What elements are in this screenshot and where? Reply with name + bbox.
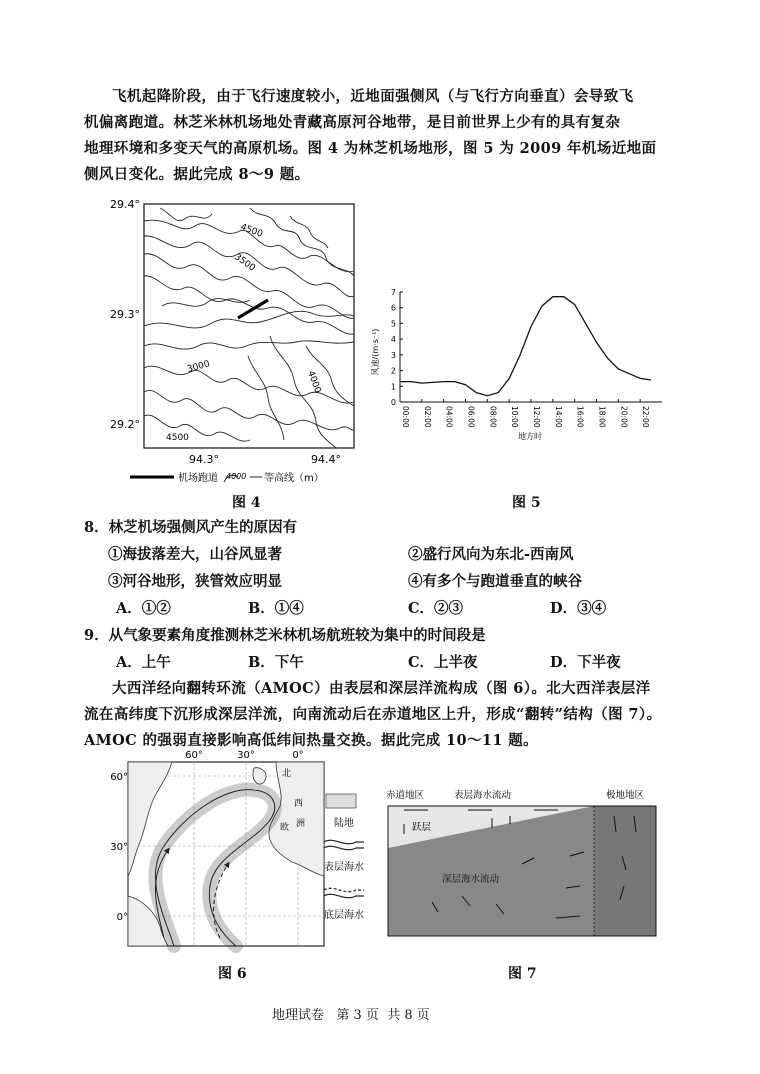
label-surface-flow: 表层海水流动 (454, 790, 512, 801)
legend-deep-symbol (324, 888, 364, 891)
y-tick-label: 2 (390, 366, 396, 376)
x-tick-label: 10:00 (510, 406, 520, 428)
figure-7-caption: 图 7 (508, 966, 537, 982)
y-tick-label: 4 (390, 335, 396, 345)
x-tick-label: 00:00 (401, 406, 410, 428)
legend-contour-value: 4000 (226, 472, 247, 481)
q8-option-2: ②盛行风向为东北-西南风 (408, 546, 574, 563)
lat-label-29-2: 29.2° (110, 418, 140, 431)
x-tick-label: 14:00 (553, 406, 563, 428)
q9-choice-c[interactable]: C．上半夜 (408, 654, 478, 671)
figure-5-wind-chart (370, 282, 670, 442)
region-label-xi: 西 (294, 799, 304, 809)
legend-land-label: 陆地 (334, 818, 354, 829)
figure-4-caption: 图 4 (232, 495, 261, 511)
intro2-line-1: 大西洋经向翻转环流（AMOC）由表层和深层洋流构成（图 6）。北大西洋表层洋 (112, 680, 651, 697)
x-tick-label: 04:00 (444, 406, 454, 428)
q8-choice-b[interactable]: B．①④ (248, 600, 304, 617)
intro-paragraph-1 (84, 84, 694, 188)
map-frame (144, 204, 354, 448)
intro1-line-3: 地理环境和多变天气的高原机场。图 4 为林芝机场地形，图 5 为 2009 年机场近地面 (84, 140, 657, 157)
lon-label-0: 0° (292, 750, 304, 761)
lon-label-60: 60° (185, 750, 203, 761)
x-tick-label: 06:00 (466, 406, 476, 428)
y-tick-label: 5 (390, 319, 396, 329)
contour-label-4500-top: 4500 (238, 222, 264, 240)
legend-surface-label: 表层海水 (324, 862, 364, 873)
intro1-line-4: 侧风日变化。据此完成 8～9 题。 (84, 166, 310, 183)
q9-stem: 9．从气象要素角度推测林芝米林机场航班较为集中的时间段是 (84, 627, 486, 644)
q9-choice-b[interactable]: B．下午 (248, 654, 304, 671)
contour-label-4000: 4000 (305, 369, 323, 395)
contour-label-3500: 3500 (232, 252, 257, 274)
figure-4-terrain-map (100, 196, 362, 486)
q8-choice-d[interactable]: D．③④ (550, 600, 607, 617)
y-tick-label: 1 (390, 382, 396, 392)
lat-label-60: 60° (110, 772, 128, 783)
intro1-line-1: 飞机起降阶段，由于飞行速度较小，近地面强侧风（与飞行方向垂直）会导致飞 (112, 88, 634, 105)
q8-option-3: ③河谷地形，狭管效应明显 (108, 573, 282, 590)
intro1-line-2: 机偏离跑道。林芝米林机场地处青藏高原河谷地带，是目前世界上少有的具有复杂 (84, 114, 621, 131)
y-tick-label: 6 (390, 303, 396, 313)
q8-choice-c[interactable]: C．②③ (408, 600, 464, 617)
x-axis-label: 地方时 (518, 432, 542, 441)
q8-option-4: ④有多个与跑道垂直的峡谷 (408, 573, 582, 590)
y-axis-label: 风速/(m·s⁻¹) (371, 328, 380, 376)
lat-label-0: 0° (116, 912, 128, 923)
figure-6-caption: 图 6 (218, 966, 247, 982)
x-tick-label: 16:00 (575, 406, 585, 428)
x-tick-label: 22:00 (641, 406, 651, 428)
legend-contour-label: 等高线（m） (264, 473, 324, 484)
legend-land-swatch (326, 794, 356, 808)
region-label-ou: 欧 (280, 823, 290, 833)
lat-label-29-4: 29.4° (110, 198, 140, 211)
label-deep-flow: 深层海水流动 (442, 874, 500, 885)
figure-6-legend (322, 790, 382, 940)
lon-label-94-4: 94.4° (311, 453, 341, 466)
legend-deep-label: 底层海水 (324, 910, 364, 921)
region-label-bei: 北 (282, 769, 292, 779)
x-tick-label: 08:00 (488, 406, 498, 428)
lat-label-30: 30° (110, 842, 128, 853)
y-tick-label: 3 (390, 350, 396, 360)
legend-runway-label: 机场跑道 (178, 473, 218, 484)
intro2-line-2: 流在高纬度下沉形成深层洋流，向南流动后在赤道地区上升，形成“翻转”结构（图 7）。 (84, 706, 662, 723)
wind-speed-series (400, 297, 651, 396)
x-tick-label: 02:00 (422, 406, 432, 428)
lon-label-30: 30° (237, 750, 255, 761)
x-tick-label: 18:00 (597, 406, 607, 428)
contour-label-4500-bottom: 4500 (166, 433, 189, 443)
q8-stem: 8．林芝机场强侧风产生的原因有 (84, 519, 298, 536)
figure-5-caption: 图 5 (512, 495, 541, 511)
q8-choice-a[interactable]: A．①② (116, 600, 171, 617)
q9-choice-d[interactable]: D．下半夜 (550, 654, 621, 671)
legend-surface-symbol (324, 840, 364, 843)
figure-7-cross-section (384, 786, 660, 942)
label-equator: 赤道地区 (386, 790, 425, 801)
y-tick-label: 0 (390, 398, 396, 407)
lat-label-29-3: 29.3° (110, 308, 140, 321)
label-thermocline: 跃层 (412, 822, 432, 833)
intro2-line-3: AMOC 的强弱直接影响高低纬间热量交换。据此完成 10～11 题。 (84, 732, 539, 749)
y-tick-label: 7 (390, 288, 396, 297)
intro-paragraph-2 (84, 676, 694, 754)
x-tick-label: 20:00 (619, 406, 629, 428)
lon-label-94-3: 94.3° (189, 453, 219, 466)
q9-choice-a[interactable]: A．上午 (116, 654, 171, 671)
region-label-zhou: 洲 (296, 819, 306, 829)
page-footer: 地理试卷 第 3 页 共 8 页 (272, 1008, 430, 1023)
x-tick-label: 12:00 (532, 406, 541, 428)
contour-label-3000: 3000 (186, 359, 211, 375)
q8-option-1: ①海拔落差大，山谷风显著 (108, 546, 282, 563)
label-polar: 极地地区 (606, 790, 645, 801)
